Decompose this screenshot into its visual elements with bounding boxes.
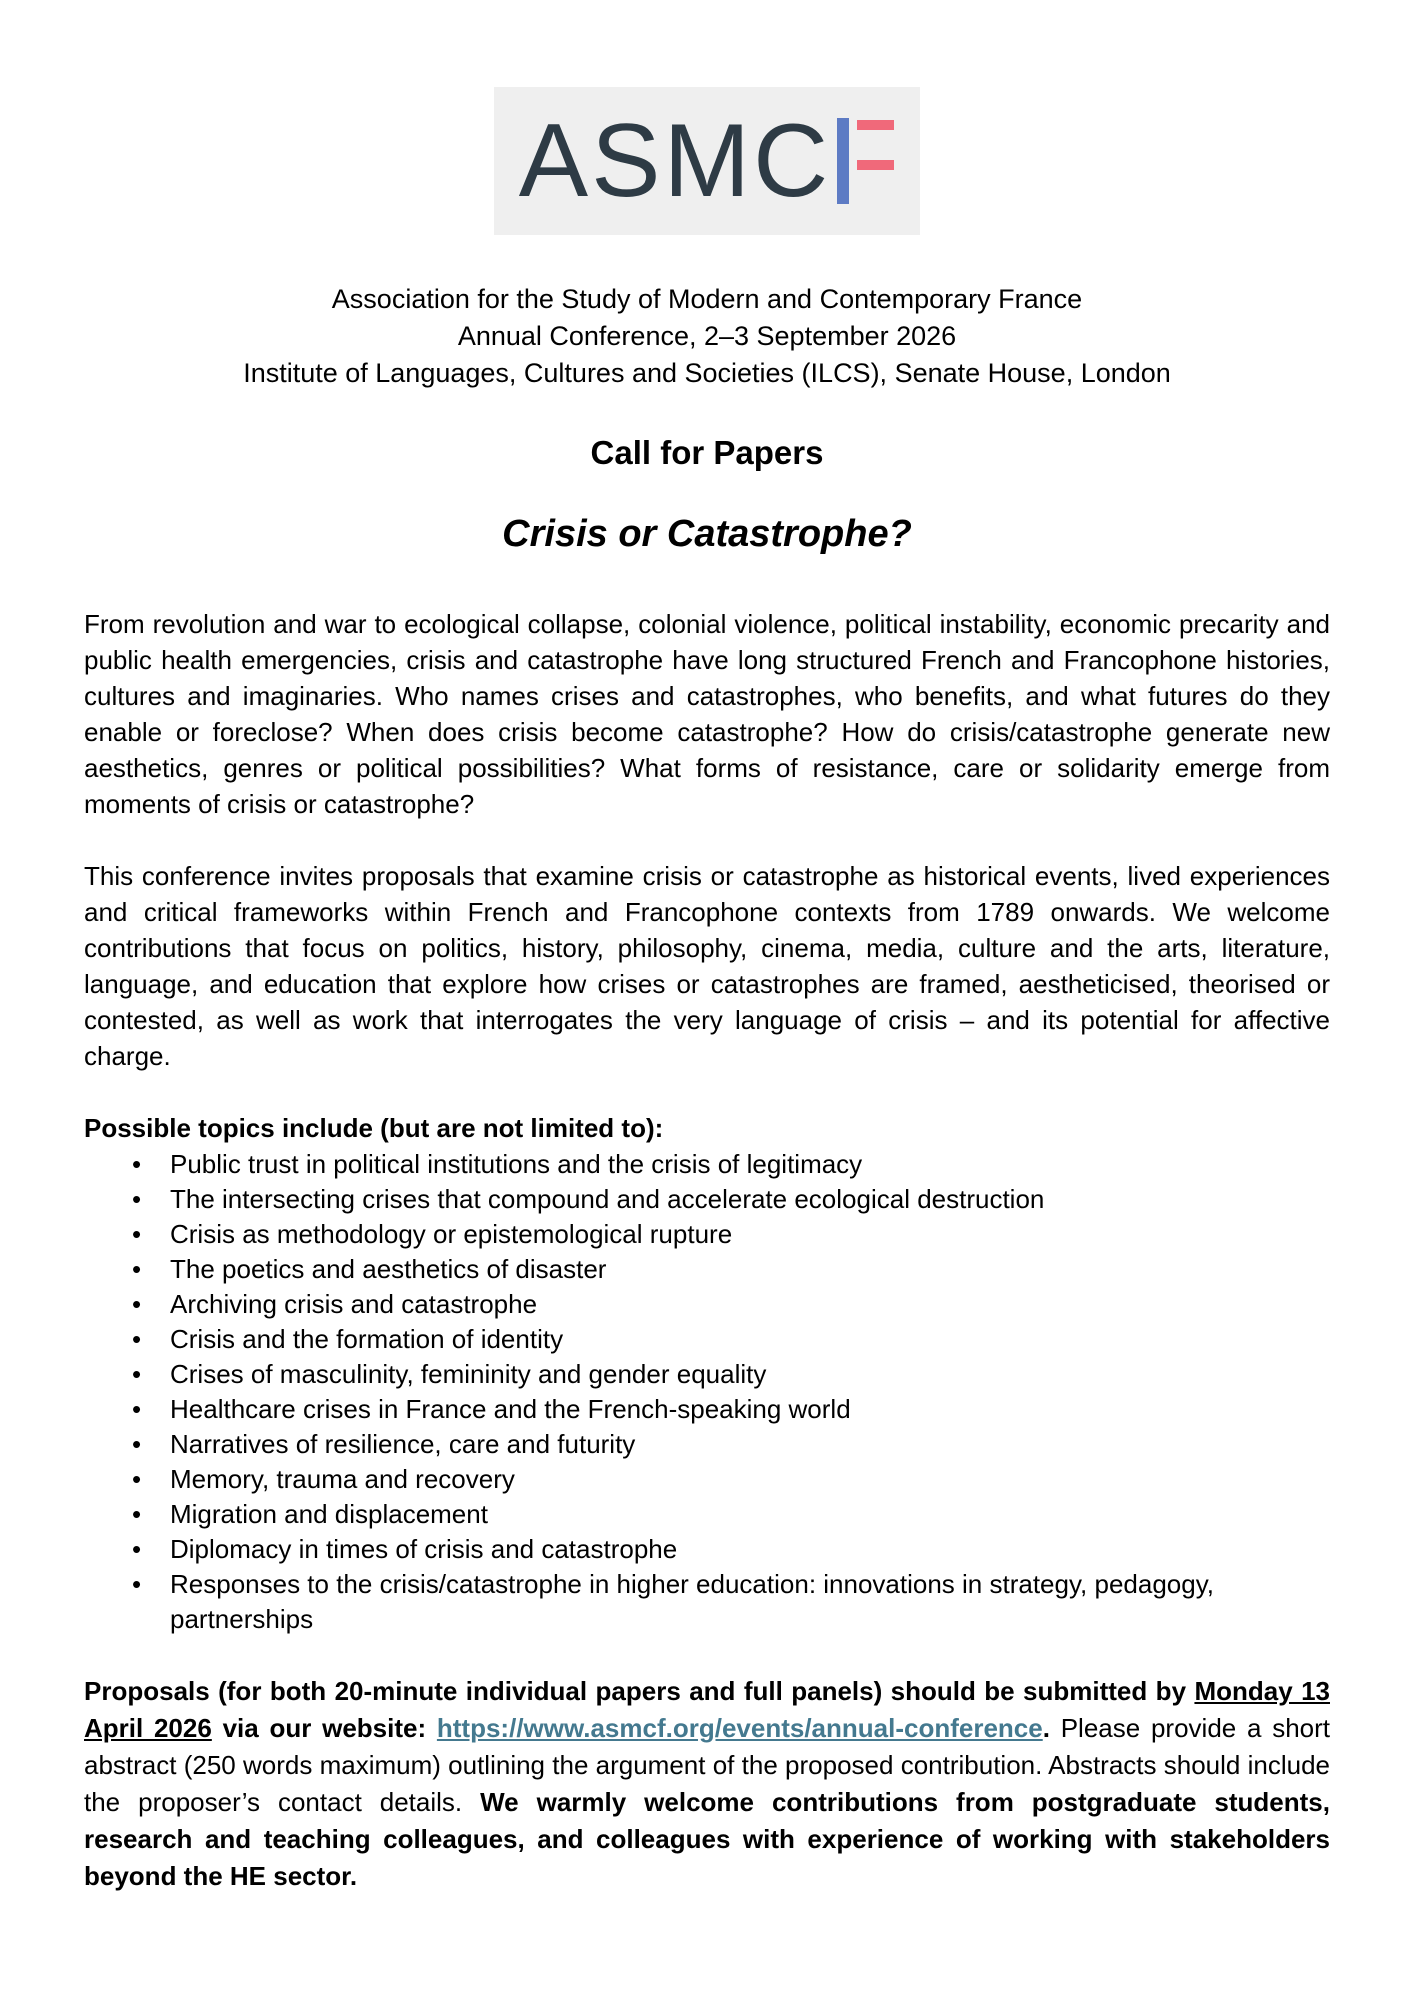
conference-title: Crisis or Catastrophe? (502, 513, 912, 555)
topic-item: • Memory, trauma and recovery (84, 1462, 1330, 1497)
topic-item: • Public trust in political institutions and the crisis of legitimacy (84, 1147, 1330, 1182)
topic-item: • Migration and displacement (84, 1497, 1330, 1532)
submission-intro-text: Proposals (for both 20-minute individual papers and full panels) should be submitted by (84, 1676, 1195, 1706)
topic-item: • Crises of masculinity, femininity and gender equality (84, 1357, 1330, 1392)
organisation-name: Association for the Study of Modern and Contemporary France (331, 284, 1083, 314)
topic-item: • Responses to the crisis/catastrophe in higher education: innovations in strategy, pedagogy, partnerships (84, 1567, 1330, 1637)
topics-list (84, 1147, 1330, 1637)
topic-item: • Archiving crisis and catastrophe (84, 1287, 1330, 1322)
submission-period: . (1042, 1713, 1061, 1743)
submission-details-text: Please provide a short abstract (250 words maximum) outlining the argument of the proposed contribution. Abstracts should include the proposer’s contact details. (84, 1713, 1331, 1817)
intro-paragraph: From revolution and war to ecological collapse, colonial violence, political instability, economic precarity and public health emergencies, crisis and catastrophe have long structured French and Francophone histories, cultures and imaginaries. Who names crises and catastrophes, who benefits, and what futures do they enable or foreclose? When does crisis become catastrophe? How do crisis/catastrophe generate new aesthetics, genres or political possibilities? What forms of resistance, care or solidarity emerge from moments of crisis or catastrophe? (84, 609, 1330, 819)
scope-paragraph: This conference invites proposals that examine crisis or catastrophe as historical events, lived experiences and critical frameworks within French and Francophone contexts from 1789 onwards. We welcome contributions that focus on politics, history, philosophy, cinema, media, culture and the arts, literature, language, and education that explore how crises or catastrophes are framed, aestheticised, theorised or contested, as well as work that interrogates the very language of crisis – and its potential for affective charge. (84, 861, 1330, 1071)
asmcf-logo (494, 87, 920, 235)
conference-header (84, 281, 1330, 392)
submission-deadline: Monday 13 April 2026 (84, 1676, 1330, 1743)
topic-item: • Crisis as methodology or epistemological rupture (84, 1217, 1330, 1252)
asmcf-logo-f-mark (837, 118, 895, 204)
topic-item: • Narratives of resilience, care and futurity (84, 1427, 1330, 1462)
submission-paragraph (84, 1673, 1330, 1895)
topics-heading: Possible topics include (but are not limited to): (84, 1113, 664, 1143)
logo-container (84, 87, 1330, 235)
topic-item: • The poetics and aesthetics of disaster (84, 1252, 1330, 1287)
submission-welcome-text: We warmly welcome contributions from postgraduate students, research and teaching colleagues, and colleagues with experience of working with stakeholders beyond the HE sector. (84, 1787, 1330, 1891)
venue-line: Institute of Languages, Cultures and Societies (ILCS), Senate House, London (243, 358, 1171, 388)
call-for-papers-heading: Call for Papers (590, 434, 824, 471)
submission-website-label: via our website: (211, 1713, 437, 1743)
logo-f-stem-bar (837, 118, 849, 204)
topic-item: • Diplomacy in times of crisis and catastrophe (84, 1532, 1330, 1567)
conference-date-line: Annual Conference, 2–3 September 2026 (457, 321, 957, 351)
conference-url-link[interactable]: https://www.asmcf.org/events/annual-conference (436, 1713, 1043, 1743)
asmcf-logo-wordmark: ASMC (518, 103, 832, 219)
logo-f-middle-arm (857, 160, 894, 170)
topic-item: • Crisis and the formation of identity (84, 1322, 1330, 1357)
logo-f-top-arm (857, 120, 894, 130)
topic-item: • Healthcare crises in France and the French-speaking world (84, 1392, 1330, 1427)
topic-item: • The intersecting crises that compound and accelerate ecological destruction (84, 1182, 1330, 1217)
